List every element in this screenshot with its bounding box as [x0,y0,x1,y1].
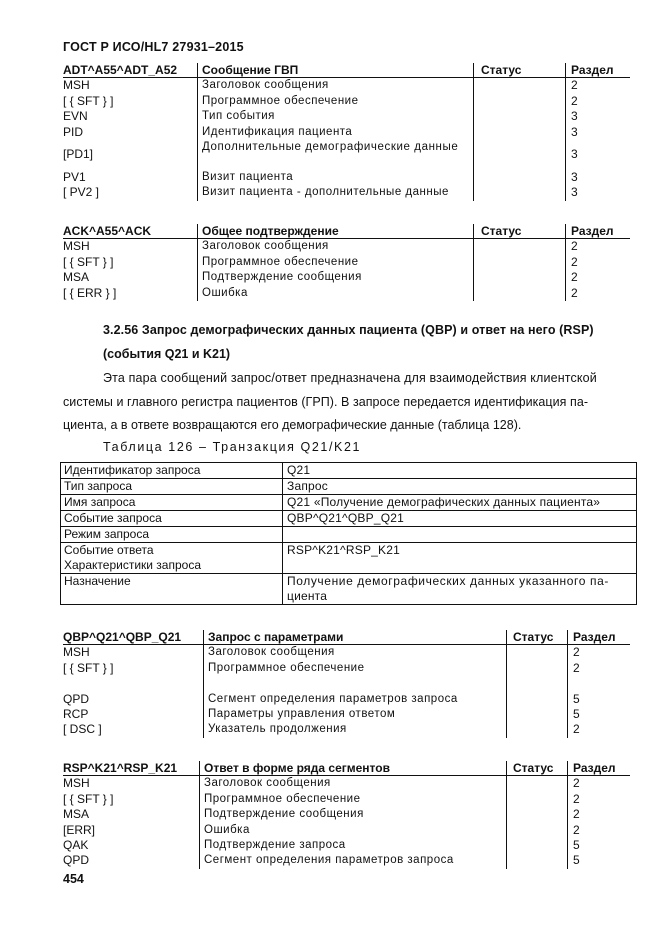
segment-section: 2 [571,254,578,269]
parameter-name-line: Характеристики запроса [64,558,202,572]
segment-section: 2 [571,285,578,300]
segment-code: [ { SFT } ] [63,791,114,806]
segment-description: Подтверждение сообщения [202,271,362,284]
segment-description: Заголовок сообщения [204,777,331,790]
column-divider [473,63,474,201]
table-row [63,707,630,722]
table-row [63,239,630,254]
table-row [63,692,630,707]
segment-description: Подтверждение запроса [204,838,346,851]
segment-section: 2 [571,239,578,254]
segment-section: 3 [571,185,578,200]
segment-section: 5 [573,853,580,868]
header-cell: Статус [513,630,554,644]
header-cell: Запрос с параметрами [208,630,344,644]
segment-code: MSH [63,776,90,791]
parameter-name: Идентификатор запроса [61,463,283,478]
table-row [63,853,630,868]
table-row [61,527,636,543]
parameter-value: Q21 [287,463,311,477]
table-row [61,463,636,479]
column-divider [565,63,566,201]
segment-section: 5 [573,837,580,852]
table-row [63,94,630,109]
paragraph-line-3: циента, а в ответе возвращаются его демографические данные (таблица 128). [63,418,522,432]
header-cell: Статус [481,224,522,238]
document-header: ГОСТ Р ИСО/HL7 27931–2015 [63,40,244,54]
segment-section: 5 [573,691,580,706]
segment-description: Программное обеспечение [204,792,361,805]
segment-section: 2 [573,822,580,837]
table-header [63,63,630,78]
table-row [63,109,630,124]
page-number: 454 [63,872,84,886]
segment-section: 3 [571,169,578,184]
table-row [63,722,630,737]
table-header [63,630,630,645]
message-table-rsp [63,761,630,869]
segment-section: 3 [571,146,578,161]
segment-code: [ERR] [63,822,96,837]
segment-description: Визит пациента - дополнительные данные [202,186,449,199]
segment-description: Сегмент определения параметров запроса [204,854,454,867]
section-heading [103,319,633,366]
table-row [63,185,630,200]
table-row [61,574,636,604]
table-row [63,823,630,838]
message-table-adt [63,63,630,201]
paragraph-line-1: Эта пара сообщений запрос/ответ предназначена для взаимодействия клиентской [103,371,597,385]
table-row [61,543,636,574]
column-divider [565,224,566,301]
segment-code: [ { ERR } ] [63,285,117,300]
table-row [63,270,630,285]
segment-code: EVN [63,109,88,124]
table-header [63,761,630,776]
segment-code: [ { SFT } ] [63,660,114,675]
segment-section: 2 [571,78,578,93]
parameter-value-line [287,558,632,573]
segment-description: Ошибка [202,286,248,299]
table-row [63,776,630,791]
table-row [63,286,630,301]
message-table-ack [63,224,630,301]
table-row [63,807,630,822]
table-row [61,511,636,527]
segment-description: Тип события [202,110,275,123]
segment-description: Программное обеспечение [208,661,365,674]
segment-description: Заголовок сообщения [202,240,329,253]
header-cell: Раздел [571,63,614,77]
segment-description: Дополнительные демографические данные [202,140,459,153]
table-row [61,479,636,495]
segment-code: QAK [63,837,89,852]
header-cell: Раздел [571,224,614,238]
segment-code: [ PV2 ] [63,185,100,200]
table-header [63,224,630,239]
parameter-name: Событие запроса [61,511,283,526]
column-divider [197,63,198,201]
table-row [63,125,630,140]
column-divider [203,630,204,738]
segment-description: Программное обеспечение [202,94,359,107]
parameter-value [283,574,636,604]
section-heading-line-2: (события Q21 и K21) [103,346,231,361]
segment-code: QPD [63,853,90,868]
segment-description: Идентификация пациента [202,125,353,138]
parameter-value-line: циента [287,589,328,603]
header-cell: Раздел [573,761,616,775]
header-cell: Раздел [573,630,616,644]
table-row [63,645,630,660]
section-paragraph [63,367,633,438]
segment-description: Указатель продолжения [208,723,347,736]
parameter-value: Q21 «Получение демографических данных пациента» [287,495,601,509]
table-row [63,255,630,270]
segment-description: Заголовок сообщения [208,646,335,659]
segment-description: Параметры управления ответом [208,707,396,720]
segment-code: MSA [63,270,90,285]
parameter-value: Запрос [287,479,328,493]
segment-description: Ошибка [204,823,250,836]
segment-section: 2 [571,93,578,108]
segment-section: 3 [571,124,578,139]
header-cell: Ответ в форме ряда сегментов [204,761,390,775]
parameter-name-line: Событие ответа [64,543,154,557]
segment-description: Визит пациента [202,170,294,183]
segment-section: 2 [573,660,580,675]
parameter-value-line: RSP^K21^RSP_K21 [287,543,400,557]
segment-description: Заголовок сообщения [202,79,329,92]
parameter-name: Режим запроса [61,527,283,542]
segment-section: 2 [573,791,580,806]
parameter-name: Тип запроса [61,479,283,494]
header-cell: Общее подтверждение [202,224,339,238]
parameter-value-line: Получение демографических данных указанного па- [287,574,609,588]
header-cell: Статус [513,761,554,775]
table-row [63,140,630,170]
column-divider [506,630,507,738]
header-cell: QBP^Q21^QBP_Q21 [63,630,182,644]
parameter-name [61,574,283,604]
segment-code: [PD1] [63,146,94,161]
segment-description: Сегмент определения параметров запроса [208,692,458,705]
table-caption: Таблица 126 – Транзакция Q21/K21 [103,440,362,454]
parameter-value [283,543,636,573]
header-cell: ACK^A55^ACK [63,224,152,238]
table-row [63,792,630,807]
segment-description: Подтверждение сообщения [204,808,364,821]
column-divider [567,761,568,869]
segment-section: 5 [573,706,580,721]
segment-section: 2 [571,270,578,285]
segment-description: Программное обеспечение [202,255,359,268]
header-cell: Статус [481,63,522,77]
segment-code: QPD [63,691,90,706]
segment-code: PID [63,124,84,139]
segment-section: 2 [573,807,580,822]
segment-section: 2 [573,722,580,737]
segment-code: [ { SFT } ] [63,93,114,108]
paragraph-line-2: системы и главного регистра пациентов (ГРП). В запросе передается идентификация па- [63,394,589,409]
transaction-table-126 [60,462,637,605]
header-cell: ADT^A55^ADT_A52 [63,63,178,77]
parameter-value [283,527,636,542]
parameter-name-line [64,589,279,604]
column-divider [506,761,507,869]
parameter-name: Имя запроса [61,495,283,510]
segment-code: MSA [63,807,90,822]
column-divider [567,630,568,738]
column-divider [199,761,200,869]
table-row [61,495,636,511]
segment-code: [ { SFT } ] [63,254,114,269]
column-divider [197,224,198,301]
table-row [63,661,630,676]
segment-code: MSH [63,645,90,660]
table-row [63,78,630,93]
segment-section: 2 [573,645,580,660]
segment-code: [ DSC ] [63,722,102,737]
segment-code: RCP [63,706,89,721]
column-divider [473,224,474,301]
section-heading-line-1: 3.2.56 Запрос демографических данных пациента (QBP) и ответ на него (RSP) [103,323,594,337]
table-row [63,838,630,853]
table-row [63,676,630,691]
segment-section: 2 [573,776,580,791]
header-cell: Сообщение ГВП [202,63,299,77]
segment-code: MSH [63,78,90,93]
parameter-value: QBP^Q21^QBP_Q21 [287,511,404,525]
parameter-name-line: Назначение [64,574,131,588]
parameter-name [61,543,283,573]
header-cell: RSP^K21^RSP_K21 [63,761,178,775]
segment-code: MSH [63,239,90,254]
table-row [63,170,630,185]
message-table-qbp [63,630,630,738]
segment-code: PV1 [63,169,86,184]
segment-section: 3 [571,109,578,124]
